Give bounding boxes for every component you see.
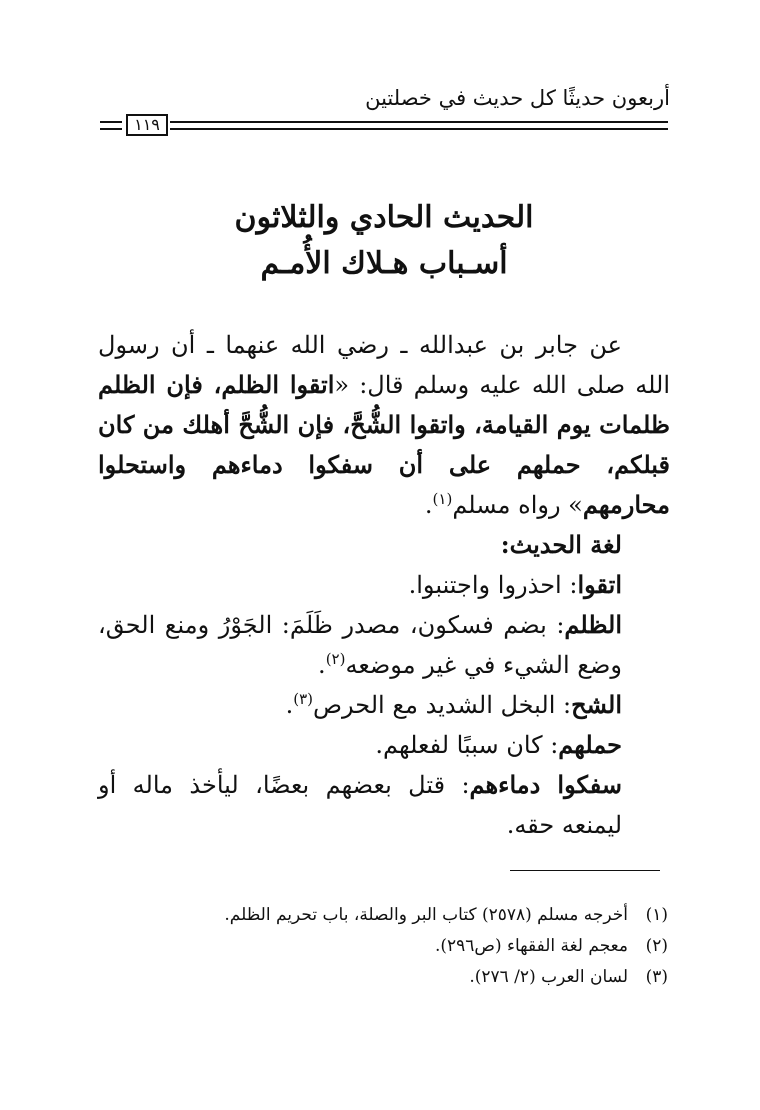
chapter-subtitle: أسـباب هـلاك الأُمـم xyxy=(260,246,508,281)
definition-term: حملهم xyxy=(558,730,622,759)
hadith-outro: » رواه مسلم xyxy=(452,491,583,519)
header-rule-right xyxy=(170,121,668,130)
footnote-item xyxy=(120,931,668,962)
footnote-text: أخرجه مسلم (٢٥٧٨) كتاب البر والصلة، باب تحريم الظلم. xyxy=(224,905,628,925)
definition-term: سفكوا دماءهم xyxy=(469,770,622,799)
footnote-number: (٢) xyxy=(645,936,668,956)
definition-term: اتقوا xyxy=(577,570,622,599)
definition-term: الظلم xyxy=(564,610,622,639)
chapter-titles xyxy=(100,195,668,287)
hadith-end: . xyxy=(424,491,433,519)
footnotes xyxy=(120,900,668,993)
footnote-ref-3: (٣) xyxy=(293,690,313,708)
hadith-intro: عن جابر بن عبدالله ـ رضي الله عنهما ـ أن رسول الله صلى الله عليه وسلم قال: « xyxy=(98,331,671,399)
footnote-number: (٣) xyxy=(645,967,668,987)
definition-item xyxy=(98,565,670,605)
footnote-ref-1: (١) xyxy=(432,490,453,508)
hadith-quote: اتقوا الظلم، فإن الظلم ظلمات يوم القيامة، واتقوا الشُّحَّ، فإن الشُّحَّ أهلك من كان قبلكم، حملهم على أن سفكوا دماءهم واستحلوا محارمهم xyxy=(98,370,670,519)
definition-text: : بضم فسكون، مصدر ظَلَمَ: الجَوْرُ ومنع الحق، وضع الشيء في غير موضعه xyxy=(98,611,622,679)
definition-item xyxy=(98,725,670,765)
definition-text: : قتل بعضهم بعضًا، ليأخذ ماله أو ليمنعه حقه. xyxy=(98,771,622,839)
header-rule xyxy=(100,117,668,137)
definition-text: : البخل الشديد مع الحرص xyxy=(312,691,572,719)
footnote-text: لسان العرب (٢/ ٢٧٦). xyxy=(469,967,628,987)
definition-item xyxy=(98,765,670,845)
body-text xyxy=(98,325,670,845)
definition-text: : كان سببًا لفعلهم. xyxy=(375,731,559,759)
footnote-number: (١) xyxy=(645,905,668,925)
page-number: ١١٩ xyxy=(126,114,168,136)
footnote-text: معجم لغة الفقهاء (ص٢٩٦). xyxy=(434,936,628,956)
section-heading: لغة الحديث: xyxy=(500,530,622,559)
footnote-ref-2: (٢) xyxy=(325,650,346,668)
hadith-paragraph xyxy=(98,325,670,525)
definition-item: الظلم: بضم فسكون، مصدر ظَلَمَ: الجَوْرُ ومنع الحق، وضع الشيء في غير موضعه$^{(٢)}$. xyxy=(98,610,622,679)
definition-text: : احذروا واجتنبوا. xyxy=(408,571,578,599)
definition-item: الشح: البخل الشديد مع الحرص$^{(٣)}$. xyxy=(285,690,622,719)
header-rule-left xyxy=(100,121,122,130)
footnote-item xyxy=(120,962,668,993)
definition-term: الشح xyxy=(571,690,622,719)
footnote-item xyxy=(120,900,668,931)
footnote-separator xyxy=(510,870,660,871)
chapter-title: الحديث الحادي والثلاثون xyxy=(234,200,534,235)
running-head-title: أربعون حديثًا كل حديث في خصلتين xyxy=(365,86,670,110)
